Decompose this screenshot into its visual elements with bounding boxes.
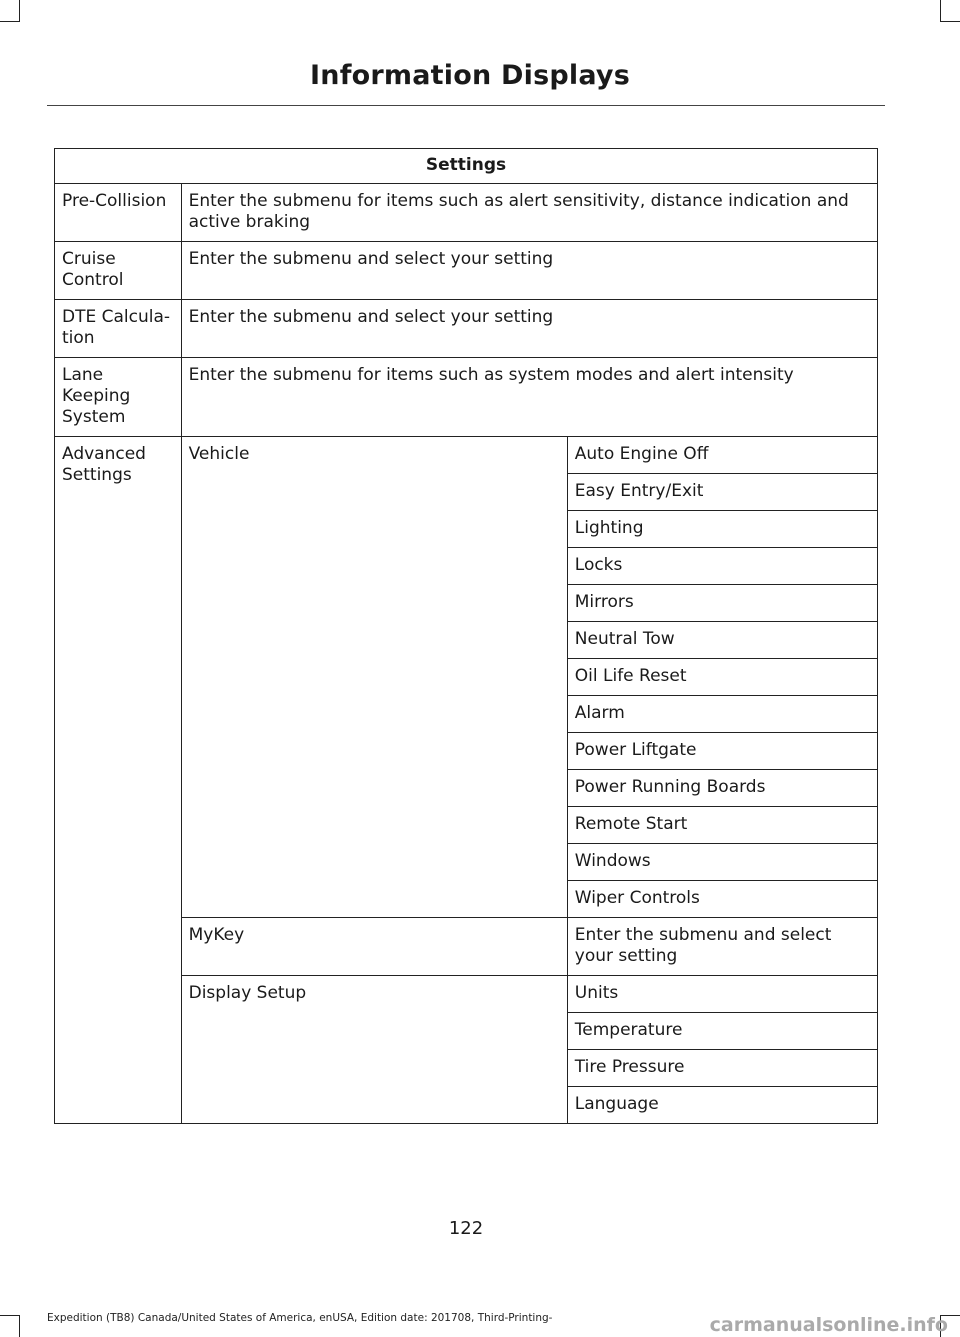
submenu-item: Neutral Tow bbox=[567, 622, 877, 659]
page-title bbox=[0, 60, 932, 91]
page-title-text: Information Displays bbox=[310, 60, 630, 91]
table-row bbox=[55, 437, 878, 474]
submenu-item: Wiper Controls bbox=[567, 881, 877, 918]
row-label: Lane Keeping System bbox=[55, 358, 182, 437]
submenu-item: Units bbox=[567, 976, 877, 1013]
submenu-item: Language bbox=[567, 1087, 877, 1124]
crop-mark-top-right bbox=[940, 0, 941, 22]
submenu-item: Locks bbox=[567, 548, 877, 585]
row-description: Enter the submenu for items such as system modes and alert intensity bbox=[181, 358, 877, 437]
watermark: carmanualsonline.info bbox=[709, 1314, 948, 1336]
submenu-item: Alarm bbox=[567, 696, 877, 733]
table-row bbox=[55, 184, 878, 242]
table-heading: Settings bbox=[55, 149, 878, 184]
row-description: Enter the submenu and select your setting bbox=[181, 300, 877, 358]
submenu-item: Windows bbox=[567, 844, 877, 881]
mykey-label: MyKey bbox=[181, 918, 567, 976]
vehicle-label: Vehicle bbox=[181, 437, 567, 918]
footer-edition-text: Expedition (TB8) Canada/United States of America, enUSA, Edition date: 201708, Third-Printing- bbox=[47, 1312, 553, 1324]
table-row bbox=[55, 358, 878, 437]
submenu-item: Power Liftgate bbox=[567, 733, 877, 770]
submenu-item: Mirrors bbox=[567, 585, 877, 622]
row-description: Enter the submenu and select your setting bbox=[181, 242, 877, 300]
submenu-item: Remote Start bbox=[567, 807, 877, 844]
header-rule bbox=[47, 105, 885, 106]
crop-mark-top-left bbox=[19, 0, 20, 22]
row-description: Enter the submenu for items such as alert sensitivity, distance indication and active braking bbox=[181, 184, 877, 242]
display-setup-label: Display Setup bbox=[181, 976, 567, 1124]
submenu-item: Tire Pressure bbox=[567, 1050, 877, 1087]
row-label: Cruise Control bbox=[55, 242, 182, 300]
submenu-item: Power Running Boards bbox=[567, 770, 877, 807]
submenu-item: Oil Life Reset bbox=[567, 659, 877, 696]
settings-table bbox=[54, 148, 878, 1124]
submenu-item: Lighting bbox=[567, 511, 877, 548]
mykey-description: Enter the submenu and select your setting bbox=[567, 918, 877, 976]
submenu-item: Auto Engine Off bbox=[567, 437, 877, 474]
table-header-row bbox=[55, 149, 878, 184]
row-label: DTE Calcula-tion bbox=[55, 300, 182, 358]
row-label: Pre-Collision bbox=[55, 184, 182, 242]
submenu-item: Easy Entry/Exit bbox=[567, 474, 877, 511]
advanced-settings-label: Advanced Settings bbox=[55, 437, 182, 1124]
crop-mark-top-right-h bbox=[940, 21, 960, 22]
crop-mark-top-left-h bbox=[0, 21, 20, 22]
crop-mark-bottom-left-h bbox=[0, 1315, 20, 1316]
table-row bbox=[55, 242, 878, 300]
page-number: 122 bbox=[448, 1218, 484, 1239]
table-row bbox=[55, 300, 878, 358]
crop-mark-bottom-left bbox=[19, 1315, 20, 1337]
submenu-item: Temperature bbox=[567, 1013, 877, 1050]
